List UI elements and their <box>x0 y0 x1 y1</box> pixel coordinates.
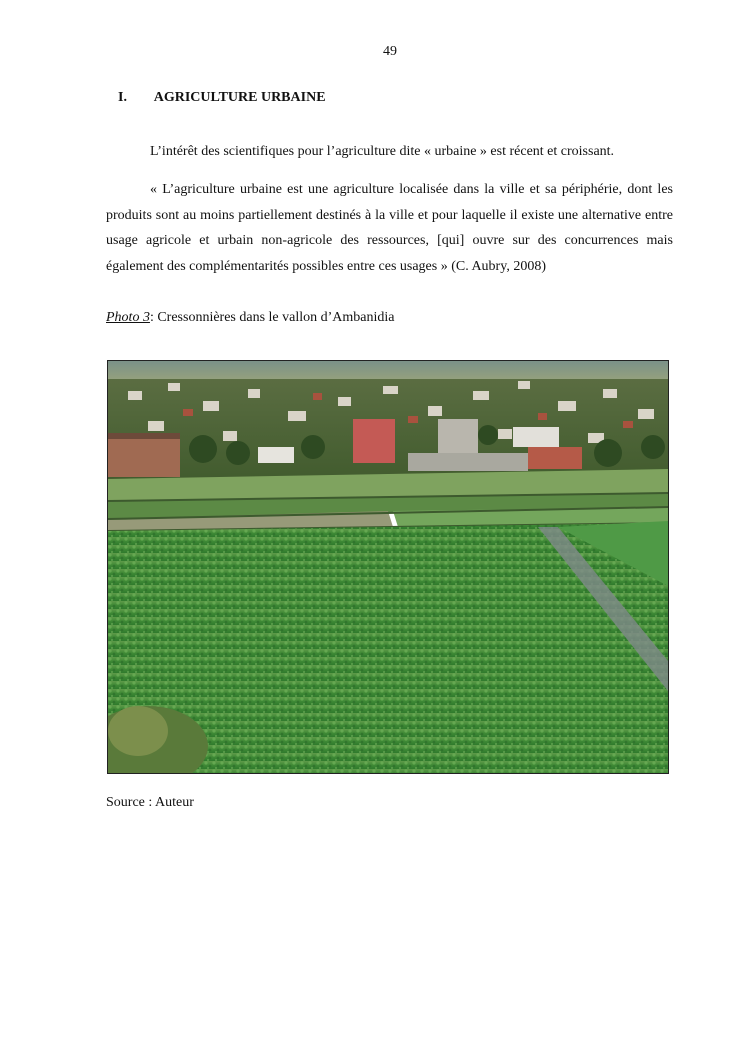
photo-label: Photo 3 <box>106 310 150 325</box>
section-title: AGRICULTURE URBAINE <box>153 90 326 105</box>
photo-caption-text: : Cressonnières dans le vallon d’Ambanidia <box>149 310 395 325</box>
paragraph-quote: « L’agriculture urbaine est une agriculture localisée dans la ville et sa périphérie, dont les produits sont au moins partiellement destinés à la ville et pour laquelle il existe une alternative entre usage agricole et urbain non-agricole des ressources, [qui] ouvre sur des concurrences mais également des complémentarités possibles entre ces usages » (C. Aubry, 2008) <box>106 182 673 274</box>
photo-source: Source : Auteur <box>106 795 194 810</box>
photo-caption <box>106 310 395 326</box>
paragraph-intro: L’intérêt des scientifiques pour l’agriculture dite « urbaine » est récent et croissant. <box>150 144 615 159</box>
section-heading <box>118 90 326 106</box>
photo-illustration <box>108 361 668 773</box>
section-number: I. <box>118 90 127 105</box>
page-number: 49 <box>383 44 397 59</box>
photo-cressonnieres <box>107 360 669 774</box>
